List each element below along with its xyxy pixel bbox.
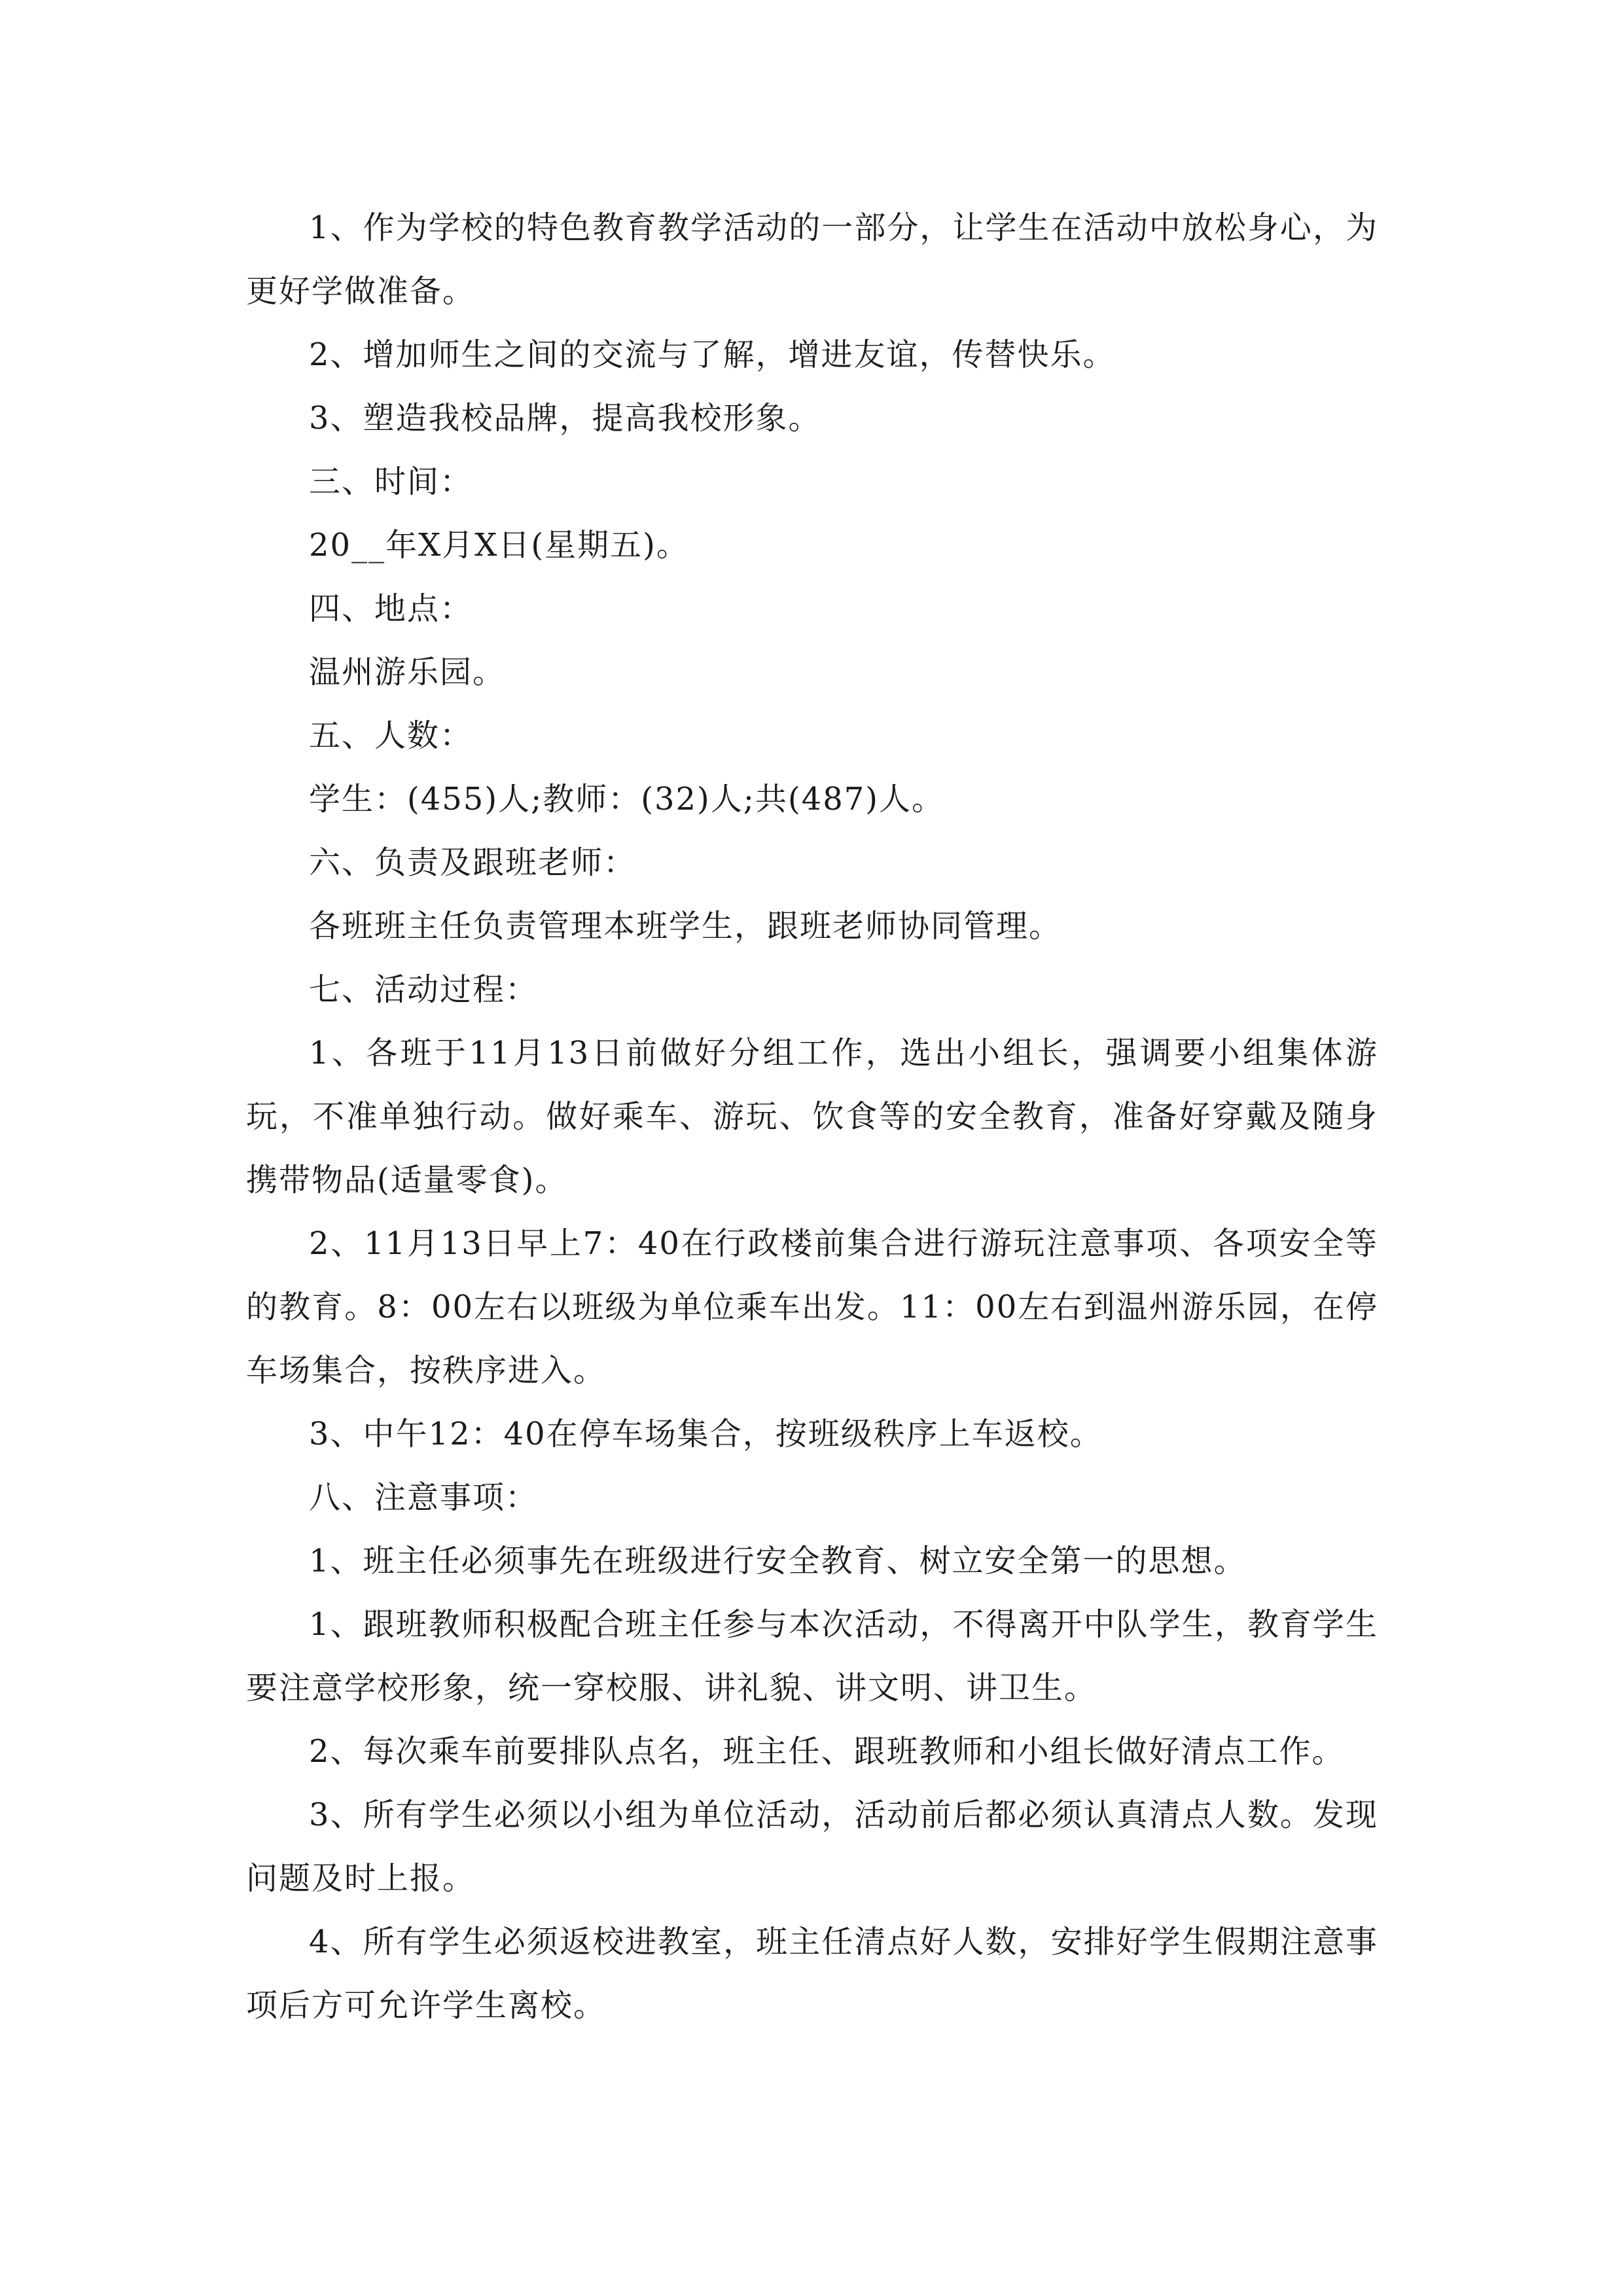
paragraph-location: 温州游乐园。 <box>309 654 506 691</box>
paragraph-purpose-3: 3、塑造我校品牌，提高我校形象。 <box>309 400 821 437</box>
paragraph-notes-3: 3、所有学生必须以小组为单位活动，活动前后都必须认真清点人数。发现问题及时上报。 <box>246 1797 1378 1897</box>
heading-time: 三、时间： <box>309 463 473 500</box>
paragraph-purpose-1: 1、作为学校的特色教育教学活动的一部分，让学生在活动中放松身心，为更好学做准备。 <box>246 209 1378 310</box>
paragraph-process-2: 2、11月13日早上7：40在行政楼前集合进行游玩注意事项、各项安全等的教育。8：00左右以班级为单位乘车出发。11：00左右到温州游乐园，在停车场集合，按秩序进入。 <box>246 1225 1378 1389</box>
paragraph-notes-2: 2、每次乘车前要排队点名，班主任、跟班教师和小组长做好清点工作。 <box>309 1733 1345 1770</box>
heading-process: 七、活动过程： <box>309 971 539 1008</box>
heading-headcount: 五、人数： <box>309 717 473 754</box>
paragraph-purpose-2: 2、增加师生之间的交流与了解，增进友谊，传替快乐。 <box>309 336 1116 373</box>
paragraph-time: 20__年X月X日(星期五)。 <box>309 527 689 564</box>
heading-teachers: 六、负责及跟班老师： <box>309 844 637 881</box>
document-body <box>246 196 1378 2037</box>
paragraph-process-3: 3、中午12：40在停车场集合，按班级秩序上车返校。 <box>309 1416 1103 1452</box>
heading-location: 四、地点： <box>309 590 473 627</box>
paragraph-process-1: 1、各班于11月13日前做好分组工作，选出小组长，强调要小组集体游玩，不准单独行动。做好乘车、游玩、饮食等的安全教育，准备好穿戴及随身携带物品(适量零食)。 <box>246 1035 1378 1198</box>
paragraph-notes-1b: 1、跟班教师积极配合班主任参与本次活动，不得离开中队学生，教育学生要注意学校形象，统一穿校服、讲礼貌、讲文明、讲卫生。 <box>246 1606 1378 1706</box>
paragraph-teachers: 各班班主任负责管理本班学生，跟班老师协同管理。 <box>309 908 1062 944</box>
paragraph-notes-1: 1、班主任必须事先在班级进行安全教育、树立安全第一的思想。 <box>309 1543 1247 1579</box>
heading-notes: 八、注意事项： <box>309 1479 539 1516</box>
paragraph-headcount: 学生：(455)人;教师：(32)人;共(487)人。 <box>309 781 945 817</box>
paragraph-notes-4: 4、所有学生必须返校进教室，班主任清点好人数，安排好学生假期注意事项后方可允许学生离校。 <box>246 1924 1378 2024</box>
